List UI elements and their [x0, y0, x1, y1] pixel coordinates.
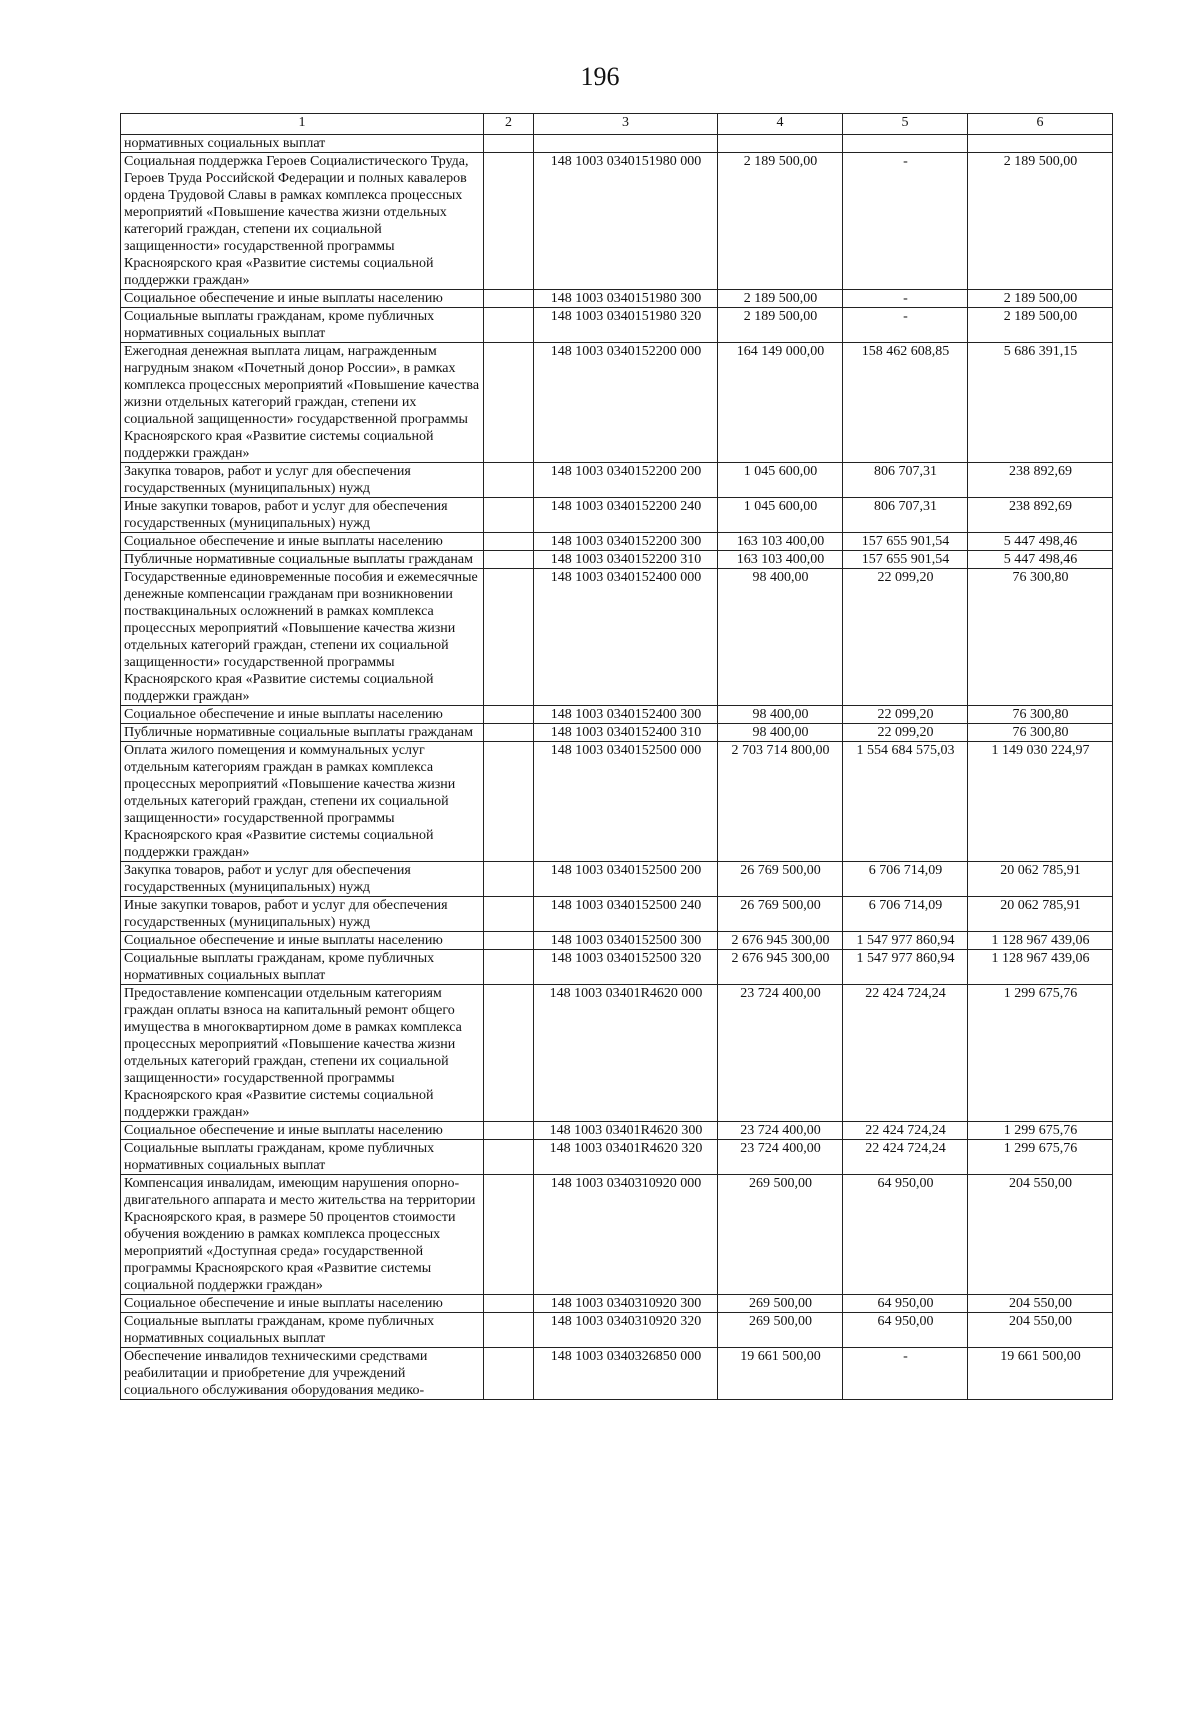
row-remaining-cell: 5 447 498,46 — [968, 533, 1113, 551]
row-name-cell: Обеспечение инвалидов техническими средствами реабилитации и приобретение для учреждений социального обслуживания оборудования медико- — [121, 1348, 484, 1400]
table-row — [121, 135, 1113, 153]
row-code-cell: 148 1003 03401R4620 000 — [534, 985, 718, 1122]
row-executed-cell: 806 707,31 — [843, 463, 968, 498]
row-col2-cell — [484, 1313, 534, 1348]
row-plan-cell: 1 045 600,00 — [718, 463, 843, 498]
row-plan-cell: 269 500,00 — [718, 1295, 843, 1313]
row-plan-cell: 2 189 500,00 — [718, 290, 843, 308]
row-col2-cell — [484, 950, 534, 985]
row-code-cell: 148 1003 0340152400 000 — [534, 569, 718, 706]
table-row — [121, 1140, 1113, 1175]
row-executed-cell: - — [843, 153, 968, 290]
row-col2-cell — [484, 932, 534, 950]
table-row — [121, 1313, 1113, 1348]
row-col2-cell — [484, 1295, 534, 1313]
header-cell: 1 — [121, 114, 484, 135]
row-remaining-cell: 2 189 500,00 — [968, 153, 1113, 290]
row-name-cell: Социальное обеспечение и иные выплаты населению — [121, 290, 484, 308]
row-name-cell: Иные закупки товаров, работ и услуг для обеспечения государственных (муниципальных) нужд — [121, 897, 484, 932]
row-remaining-cell: 1 128 967 439,06 — [968, 932, 1113, 950]
row-name-cell: Социальное обеспечение и иные выплаты населению — [121, 932, 484, 950]
row-col2-cell — [484, 153, 534, 290]
row-executed-cell: 1 547 977 860,94 — [843, 950, 968, 985]
row-plan-cell: 2 676 945 300,00 — [718, 950, 843, 985]
row-col2-cell — [484, 533, 534, 551]
row-name-cell: Социальные выплаты гражданам, кроме публичных нормативных социальных выплат — [121, 950, 484, 985]
header-cell: 2 — [484, 114, 534, 135]
row-code-cell: 148 1003 0340151980 320 — [534, 308, 718, 343]
table-row — [121, 308, 1113, 343]
row-remaining-cell: 76 300,80 — [968, 706, 1113, 724]
budget-table — [120, 113, 1113, 1400]
row-code-cell: 148 1003 0340151980 300 — [534, 290, 718, 308]
row-remaining-cell: 5 686 391,15 — [968, 343, 1113, 463]
row-code-cell: 148 1003 0340152400 310 — [534, 724, 718, 742]
row-plan-cell: 98 400,00 — [718, 724, 843, 742]
table-row — [121, 897, 1113, 932]
row-executed-cell: - — [843, 308, 968, 343]
row-executed-cell: 1 547 977 860,94 — [843, 932, 968, 950]
row-col2-cell — [484, 569, 534, 706]
row-remaining-cell: 2 189 500,00 — [968, 290, 1113, 308]
row-executed-cell: 157 655 901,54 — [843, 533, 968, 551]
row-name-cell: нормативных социальных выплат — [121, 135, 484, 153]
row-code-cell: 148 1003 0340326850 000 — [534, 1348, 718, 1400]
row-executed-cell: 22 099,20 — [843, 706, 968, 724]
row-plan-cell — [718, 135, 843, 153]
row-remaining-cell: 204 550,00 — [968, 1313, 1113, 1348]
row-plan-cell: 98 400,00 — [718, 706, 843, 724]
row-code-cell: 148 1003 0340152500 300 — [534, 932, 718, 950]
row-code-cell: 148 1003 0340151980 000 — [534, 153, 718, 290]
row-remaining-cell: 76 300,80 — [968, 724, 1113, 742]
row-name-cell: Социальное обеспечение и иные выплаты населению — [121, 1295, 484, 1313]
row-name-cell: Компенсация инвалидам, имеющим нарушения опорно-двигательного аппарата и место жительства на территории Красноярского края, в размере 50 процентов стоимости обучения вождению в рамках комплекса процессных мероприятий «Доступная среда» государственной программы Красноярского края «Развитие системы социальной поддержки граждан» — [121, 1175, 484, 1295]
row-remaining-cell: 1 128 967 439,06 — [968, 950, 1113, 985]
row-remaining-cell: 1 299 675,76 — [968, 1140, 1113, 1175]
row-plan-cell: 269 500,00 — [718, 1175, 843, 1295]
row-col2-cell — [484, 551, 534, 569]
table-row — [121, 706, 1113, 724]
row-executed-cell — [843, 135, 968, 153]
row-executed-cell: 1 554 684 575,03 — [843, 742, 968, 862]
row-remaining-cell — [968, 135, 1113, 153]
row-col2-cell — [484, 862, 534, 897]
row-executed-cell: - — [843, 290, 968, 308]
row-remaining-cell: 20 062 785,91 — [968, 897, 1113, 932]
header-cell: 5 — [843, 114, 968, 135]
row-plan-cell: 19 661 500,00 — [718, 1348, 843, 1400]
row-code-cell: 148 1003 0340152200 240 — [534, 498, 718, 533]
row-col2-cell — [484, 1122, 534, 1140]
table-row — [121, 498, 1113, 533]
table-row — [121, 153, 1113, 290]
table-row — [121, 290, 1113, 308]
row-plan-cell: 2 189 500,00 — [718, 308, 843, 343]
row-executed-cell: 6 706 714,09 — [843, 862, 968, 897]
row-executed-cell: 158 462 608,85 — [843, 343, 968, 463]
row-name-cell: Социальное обеспечение и иные выплаты населению — [121, 1122, 484, 1140]
row-code-cell — [534, 135, 718, 153]
row-plan-cell: 23 724 400,00 — [718, 985, 843, 1122]
row-executed-cell: 806 707,31 — [843, 498, 968, 533]
row-plan-cell: 1 045 600,00 — [718, 498, 843, 533]
row-col2-cell — [484, 343, 534, 463]
page-number: 196 — [580, 62, 620, 91]
table-body — [121, 135, 1113, 1400]
row-code-cell: 148 1003 0340152500 200 — [534, 862, 718, 897]
row-remaining-cell: 20 062 785,91 — [968, 862, 1113, 897]
row-remaining-cell: 238 892,69 — [968, 498, 1113, 533]
row-code-cell: 148 1003 0340152400 300 — [534, 706, 718, 724]
table-row — [121, 985, 1113, 1122]
table-row — [121, 1122, 1113, 1140]
row-executed-cell: 22 099,20 — [843, 724, 968, 742]
row-name-cell: Закупка товаров, работ и услуг для обеспечения государственных (муниципальных) нужд — [121, 862, 484, 897]
row-executed-cell: 22 099,20 — [843, 569, 968, 706]
row-col2-cell — [484, 135, 534, 153]
table-row — [121, 533, 1113, 551]
table-row — [121, 551, 1113, 569]
row-plan-cell: 23 724 400,00 — [718, 1122, 843, 1140]
row-code-cell: 148 1003 0340152500 000 — [534, 742, 718, 862]
row-executed-cell: 64 950,00 — [843, 1313, 968, 1348]
row-col2-cell — [484, 985, 534, 1122]
row-remaining-cell: 76 300,80 — [968, 569, 1113, 706]
row-plan-cell: 164 149 000,00 — [718, 343, 843, 463]
row-executed-cell: - — [843, 1348, 968, 1400]
row-code-cell: 148 1003 0340310920 320 — [534, 1313, 718, 1348]
row-code-cell: 148 1003 03401R4620 300 — [534, 1122, 718, 1140]
row-col2-cell — [484, 498, 534, 533]
row-remaining-cell: 238 892,69 — [968, 463, 1113, 498]
table-row — [121, 1295, 1113, 1313]
row-plan-cell: 26 769 500,00 — [718, 862, 843, 897]
row-name-cell: Ежегодная денежная выплата лицам, награжденным нагрудным знаком «Почетный донор России», в рамках комплекса процессных мероприятий «Повышение качества жизни отдельных категорий граждан, степени их социальной защищенности» государственной программы Красноярского края «Развитие системы социальной поддержки граждан» — [121, 343, 484, 463]
header-cell: 4 — [718, 114, 843, 135]
row-remaining-cell: 204 550,00 — [968, 1295, 1113, 1313]
row-plan-cell: 163 103 400,00 — [718, 551, 843, 569]
header-cell: 6 — [968, 114, 1113, 135]
row-col2-cell — [484, 1140, 534, 1175]
row-code-cell: 148 1003 0340152500 240 — [534, 897, 718, 932]
row-name-cell: Публичные нормативные социальные выплаты гражданам — [121, 724, 484, 742]
table-row — [121, 343, 1113, 463]
row-col2-cell — [484, 290, 534, 308]
row-executed-cell: 64 950,00 — [843, 1295, 968, 1313]
row-remaining-cell: 5 447 498,46 — [968, 551, 1113, 569]
row-code-cell: 148 1003 0340152500 320 — [534, 950, 718, 985]
row-code-cell: 148 1003 0340310920 300 — [534, 1295, 718, 1313]
row-col2-cell — [484, 1348, 534, 1400]
row-plan-cell: 23 724 400,00 — [718, 1140, 843, 1175]
row-executed-cell: 22 424 724,24 — [843, 985, 968, 1122]
row-code-cell: 148 1003 0340152200 200 — [534, 463, 718, 498]
row-remaining-cell: 1 299 675,76 — [968, 985, 1113, 1122]
row-name-cell: Социальные выплаты гражданам, кроме публичных нормативных социальных выплат — [121, 308, 484, 343]
row-code-cell: 148 1003 0340310920 000 — [534, 1175, 718, 1295]
row-col2-cell — [484, 724, 534, 742]
row-name-cell: Оплата жилого помещения и коммунальных услуг отдельным категориям граждан в рамках комплекса процессных мероприятий «Повышение качества жизни отдельных категорий граждан, степени их социальной защищенности» государственной программы Красноярского края «Развитие системы социальной поддержки граждан» — [121, 742, 484, 862]
header-row — [121, 114, 1113, 135]
row-name-cell: Социальные выплаты гражданам, кроме публичных нормативных социальных выплат — [121, 1140, 484, 1175]
row-remaining-cell: 2 189 500,00 — [968, 308, 1113, 343]
row-plan-cell: 2 676 945 300,00 — [718, 932, 843, 950]
row-plan-cell: 2 189 500,00 — [718, 153, 843, 290]
row-remaining-cell: 1 149 030 224,97 — [968, 742, 1113, 862]
row-plan-cell: 26 769 500,00 — [718, 897, 843, 932]
row-plan-cell: 98 400,00 — [718, 569, 843, 706]
header-cell: 3 — [534, 114, 718, 135]
row-executed-cell: 157 655 901,54 — [843, 551, 968, 569]
table-row — [121, 862, 1113, 897]
row-code-cell: 148 1003 0340152200 310 — [534, 551, 718, 569]
row-executed-cell: 64 950,00 — [843, 1175, 968, 1295]
row-name-cell: Публичные нормативные социальные выплаты гражданам — [121, 551, 484, 569]
row-name-cell: Социальное обеспечение и иные выплаты населению — [121, 533, 484, 551]
row-code-cell: 148 1003 0340152200 000 — [534, 343, 718, 463]
row-name-cell: Закупка товаров, работ и услуг для обеспечения государственных (муниципальных) нужд — [121, 463, 484, 498]
table-row — [121, 950, 1113, 985]
row-col2-cell — [484, 742, 534, 862]
row-plan-cell: 163 103 400,00 — [718, 533, 843, 551]
row-executed-cell: 22 424 724,24 — [843, 1140, 968, 1175]
row-plan-cell: 2 703 714 800,00 — [718, 742, 843, 862]
row-remaining-cell: 19 661 500,00 — [968, 1348, 1113, 1400]
row-name-cell: Иные закупки товаров, работ и услуг для обеспечения государственных (муниципальных) нужд — [121, 498, 484, 533]
row-col2-cell — [484, 897, 534, 932]
row-col2-cell — [484, 1175, 534, 1295]
row-name-cell: Государственные единовременные пособия и ежемесячные денежные компенсации гражданам при возникновении поствакцинальных осложнений в рамках комплекса процессных мероприятий «Повышение качества жизни отдельных категорий граждан, степени их социальной защищенности» государственной программы Красноярского края «Развитие системы социальной поддержки граждан» — [121, 569, 484, 706]
table-row — [121, 1175, 1113, 1295]
table-row — [121, 463, 1113, 498]
row-col2-cell — [484, 308, 534, 343]
table-row — [121, 932, 1113, 950]
row-code-cell: 148 1003 03401R4620 320 — [534, 1140, 718, 1175]
row-plan-cell: 269 500,00 — [718, 1313, 843, 1348]
row-name-cell: Предоставление компенсации отдельным категориям граждан оплаты взноса на капитальный ремонт общего имущества в многоквартирном доме в рамках комплекса процессных мероприятий «Повышение качества жизни отдельных категорий граждан, степени их социальной защищенности» государственной программы Красноярского края «Развитие системы социальной поддержки граждан» — [121, 985, 484, 1122]
row-name-cell: Социальное обеспечение и иные выплаты населению — [121, 706, 484, 724]
row-remaining-cell: 1 299 675,76 — [968, 1122, 1113, 1140]
row-name-cell: Социальные выплаты гражданам, кроме публичных нормативных социальных выплат — [121, 1313, 484, 1348]
table-row — [121, 742, 1113, 862]
table-row — [121, 1348, 1113, 1400]
row-col2-cell — [484, 706, 534, 724]
row-executed-cell: 6 706 714,09 — [843, 897, 968, 932]
row-col2-cell — [484, 463, 534, 498]
row-remaining-cell: 204 550,00 — [968, 1175, 1113, 1295]
row-executed-cell: 22 424 724,24 — [843, 1122, 968, 1140]
row-name-cell: Социальная поддержка Героев Социалистического Труда, Героев Труда Российской Федерации и полных кавалеров ордена Трудовой Славы в рамках комплекса процессных мероприятий «Повышение качества жизни отдельных категорий граждан, степени их социальной защищенности» государственной программы Красноярского края «Развитие системы социальной поддержки граждан» — [121, 153, 484, 290]
table-row — [121, 724, 1113, 742]
row-code-cell: 148 1003 0340152200 300 — [534, 533, 718, 551]
table-row — [121, 569, 1113, 706]
